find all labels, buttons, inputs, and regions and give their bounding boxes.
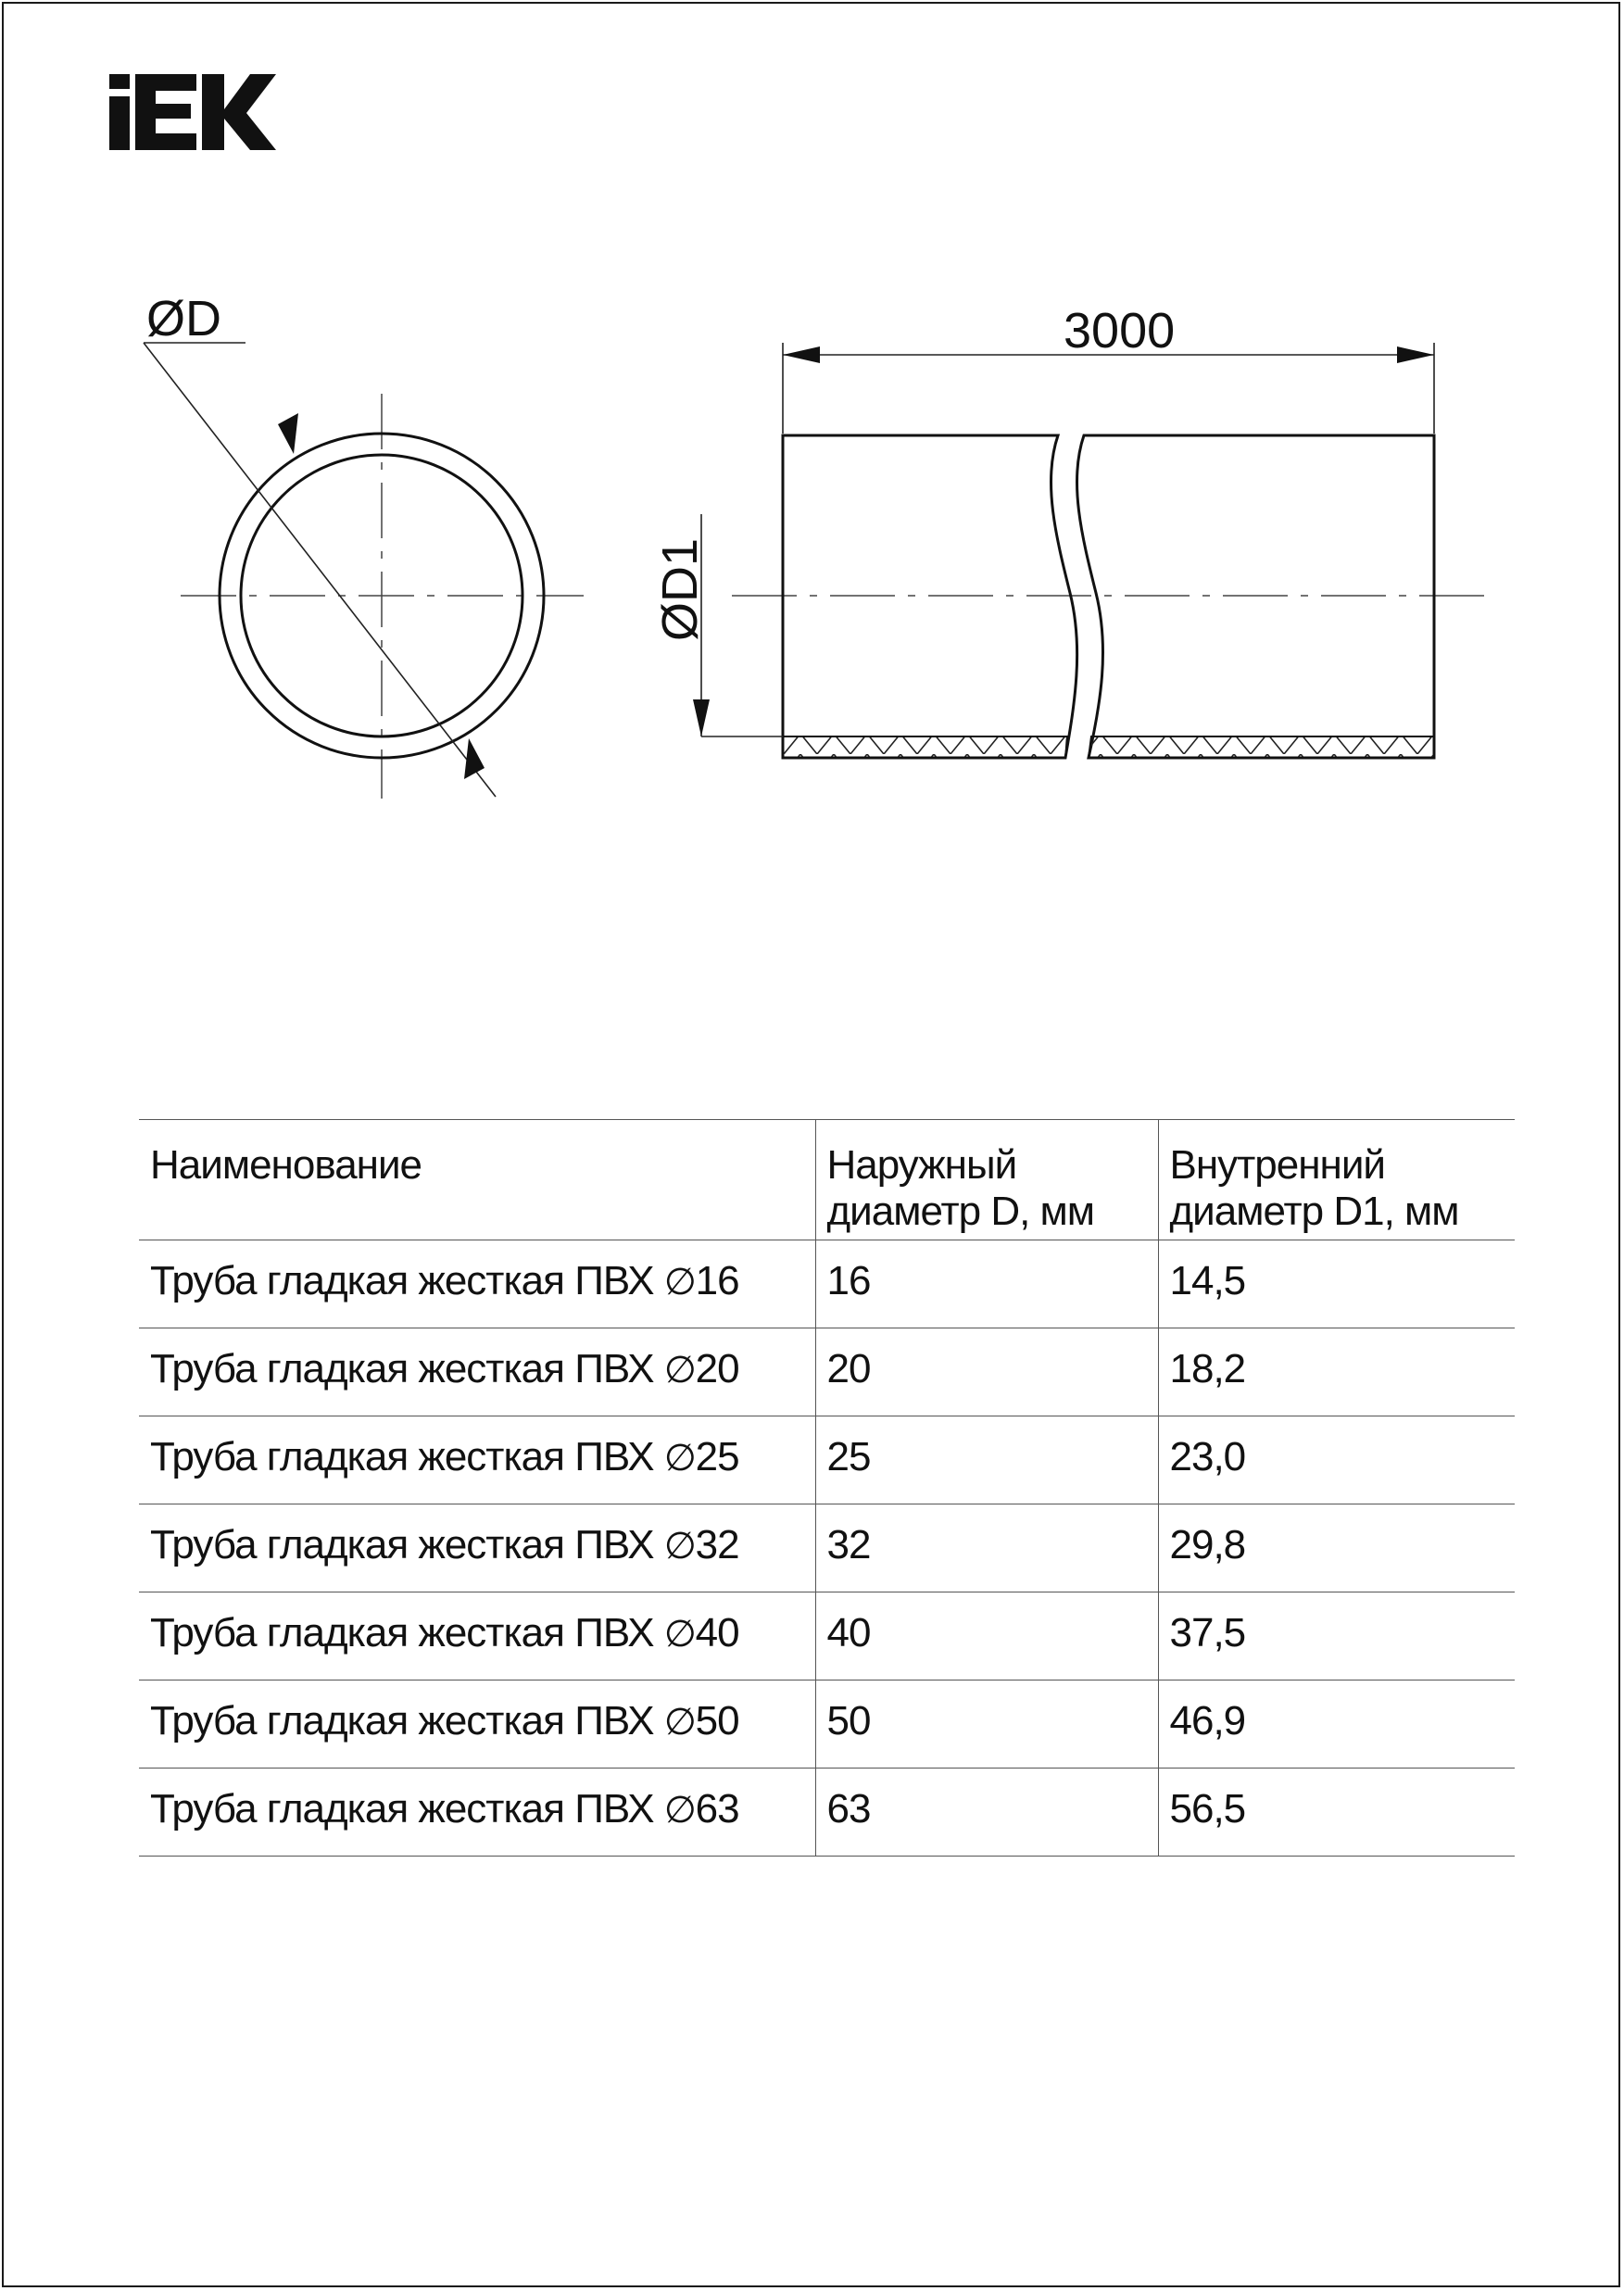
cell-outer-diameter: 16 (815, 1240, 1158, 1328)
pipe-segment-left (783, 435, 1077, 758)
product-name-text: Труба гладкая жесткая ПВХ (150, 1522, 664, 1567)
specification-table (139, 1119, 1515, 1857)
inner-diameter-label: ØD1 (652, 537, 708, 641)
length-arrow-left (783, 346, 820, 363)
inner-dim-arrow (693, 699, 710, 736)
table-row (139, 1504, 1515, 1592)
cell-inner-diameter: 23,0 (1158, 1416, 1515, 1504)
table-row (139, 1328, 1515, 1416)
product-size: 16 (695, 1258, 739, 1303)
cell-name (139, 1769, 815, 1857)
cell-name (139, 1592, 815, 1680)
table-row (139, 1769, 1515, 1857)
pipe-drawing (0, 0, 1624, 834)
product-name-text: Труба гладкая жесткая ПВХ (150, 1786, 664, 1832)
product-size: 25 (695, 1434, 739, 1479)
table-row (139, 1416, 1515, 1504)
table-row (139, 1680, 1515, 1769)
cell-inner-diameter: 46,9 (1158, 1680, 1515, 1769)
length-arrow-right (1397, 346, 1434, 363)
table-header-row (139, 1120, 1515, 1240)
diameter-symbol: ∅ (663, 1789, 696, 1832)
outer-diameter-label: ØD (146, 291, 221, 346)
cell-inner-diameter: 56,5 (1158, 1769, 1515, 1857)
cell-outer-diameter: 32 (815, 1504, 1158, 1592)
diameter-symbol: ∅ (663, 1701, 696, 1743)
table-row (139, 1592, 1515, 1680)
product-size: 32 (695, 1522, 739, 1567)
cell-outer-diameter: 50 (815, 1680, 1158, 1769)
header-name: Наименование (139, 1120, 815, 1240)
wall-hatch-left (783, 736, 1067, 758)
length-label: 3000 (1064, 303, 1176, 359)
product-name-text: Труба гладкая жесткая ПВХ (150, 1434, 664, 1479)
product-size: 50 (695, 1698, 739, 1743)
cell-name (139, 1504, 815, 1592)
product-name-text: Труба гладкая жесткая ПВХ (150, 1258, 664, 1303)
cell-inner-diameter: 14,5 (1158, 1240, 1515, 1328)
cell-inner-diameter: 29,8 (1158, 1504, 1515, 1592)
cell-outer-diameter: 40 (815, 1592, 1158, 1680)
diameter-symbol: ∅ (663, 1349, 696, 1391)
table-row (139, 1240, 1515, 1328)
cell-inner-diameter: 37,5 (1158, 1592, 1515, 1680)
wall-hatch-right (1089, 736, 1434, 758)
table-body (139, 1240, 1515, 1857)
diameter-leader-line (144, 343, 496, 797)
header-inner-diameter: Внутренний диаметр D1, мм (1158, 1120, 1515, 1240)
cell-name (139, 1680, 815, 1769)
cell-name (139, 1328, 815, 1416)
product-size: 40 (695, 1610, 739, 1655)
cell-outer-diameter: 63 (815, 1769, 1158, 1857)
top-dimension-arrow (278, 413, 298, 454)
product-name-text: Труба гладкая жесткая ПВХ (150, 1698, 664, 1743)
cell-inner-diameter: 18,2 (1158, 1328, 1515, 1416)
product-name-text: Труба гладкая жесткая ПВХ (150, 1346, 664, 1391)
cell-outer-diameter: 25 (815, 1416, 1158, 1504)
cross-section-view (144, 291, 584, 799)
bottom-dimension-arrow (464, 738, 485, 779)
diameter-symbol: ∅ (663, 1261, 696, 1303)
header-outer-diameter: Наружный диаметр D, мм (815, 1120, 1158, 1240)
product-size: 20 (695, 1346, 739, 1391)
diameter-symbol: ∅ (663, 1525, 696, 1567)
pipe-segment-right (1076, 435, 1434, 758)
side-view (652, 303, 1492, 758)
cell-outer-diameter: 20 (815, 1328, 1158, 1416)
product-size: 63 (695, 1786, 739, 1832)
diameter-symbol: ∅ (663, 1613, 696, 1655)
cell-name (139, 1416, 815, 1504)
cell-name (139, 1240, 815, 1328)
product-name-text: Труба гладкая жесткая ПВХ (150, 1610, 664, 1655)
diameter-symbol: ∅ (663, 1437, 696, 1479)
